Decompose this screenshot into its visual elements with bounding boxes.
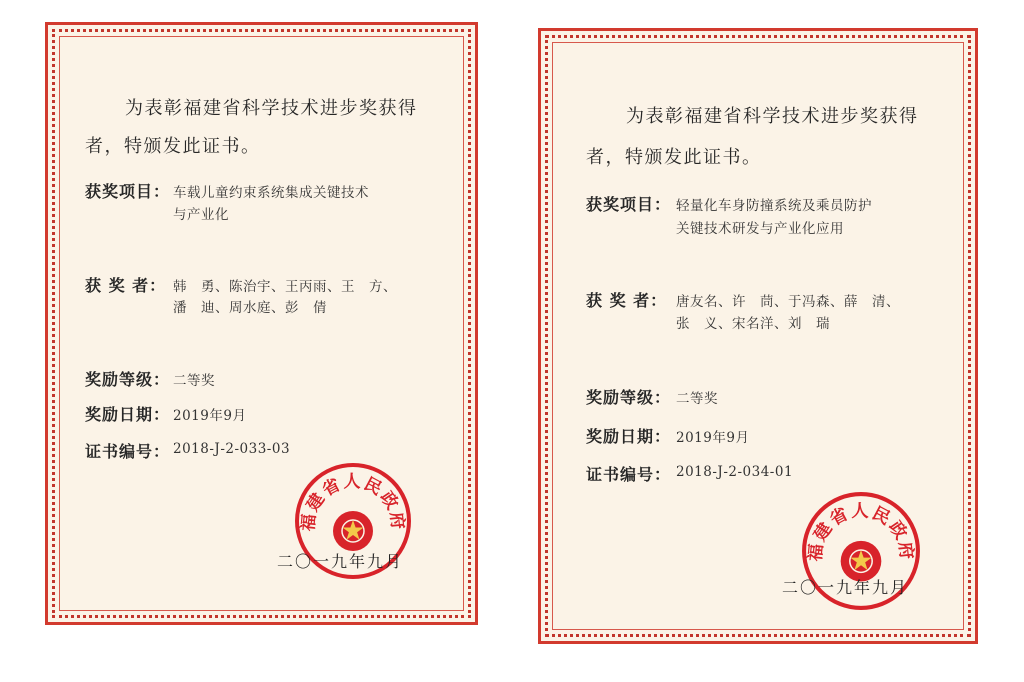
grade-label: 奖励等级： (85, 370, 171, 389)
winners-label: 获 奖 者： (85, 276, 167, 295)
project-line-2: 与产业化 (173, 207, 229, 223)
grade-label: 奖励等级： (586, 388, 672, 407)
project-label: 获奖项目： (586, 195, 672, 214)
issue-date: 二〇一九年九月 (277, 552, 404, 571)
project-line-2: 关键技术研发与产业化应用 (676, 221, 844, 237)
intro-line-2: 者，特颁发此证书。 (85, 136, 261, 157)
seal-text: 福建省人民政府 (805, 501, 917, 563)
intro-line-1: 为表彰福建省科学技术进步奖获得 (626, 106, 919, 127)
winners-line-1: 唐友名、许 茼、于冯森、薛 清、 (676, 294, 900, 310)
grade-value: 二等奖 (676, 391, 718, 407)
winners-label: 获 奖 者： (586, 291, 668, 310)
project-line-1: 车载儿童约束系统集成关键技术 (173, 185, 369, 201)
project-label: 获奖项目： (85, 182, 171, 201)
intro-line-1: 为表彰福建省科学技术进步奖获得 (125, 98, 418, 119)
date-label: 奖励日期： (85, 405, 171, 424)
cert-no-label: 证书编号： (586, 465, 672, 484)
cert-no-label: 证书编号： (85, 442, 171, 461)
date-label: 奖励日期： (586, 427, 672, 446)
certificate-right (538, 28, 978, 644)
winners-line-2: 潘 迪、周水庭、彭 倩 (173, 300, 327, 316)
winners-line-2: 张 义、宋名洋、刘 瑞 (676, 316, 830, 332)
project-line-1: 轻量化车身防撞系统及乘员防护 (676, 198, 872, 214)
cert-no-value: 2018-J-2-033-03 (173, 441, 291, 457)
issue-date: 二〇一九年九月 (782, 578, 909, 597)
winners-line-1: 韩 勇、陈治宇、王丙雨、王 方、 (173, 279, 397, 295)
seal-text: 福建省人民政府 (298, 472, 408, 533)
grade-value: 二等奖 (173, 373, 215, 389)
date-value: 2019年9月 (173, 408, 247, 424)
date-value: 2019年9月 (676, 430, 750, 446)
intro-line-2: 者，特颁发此证书。 (586, 147, 762, 168)
certificate-left (45, 22, 478, 625)
cert-no-value: 2018-J-2-034-01 (676, 464, 794, 480)
